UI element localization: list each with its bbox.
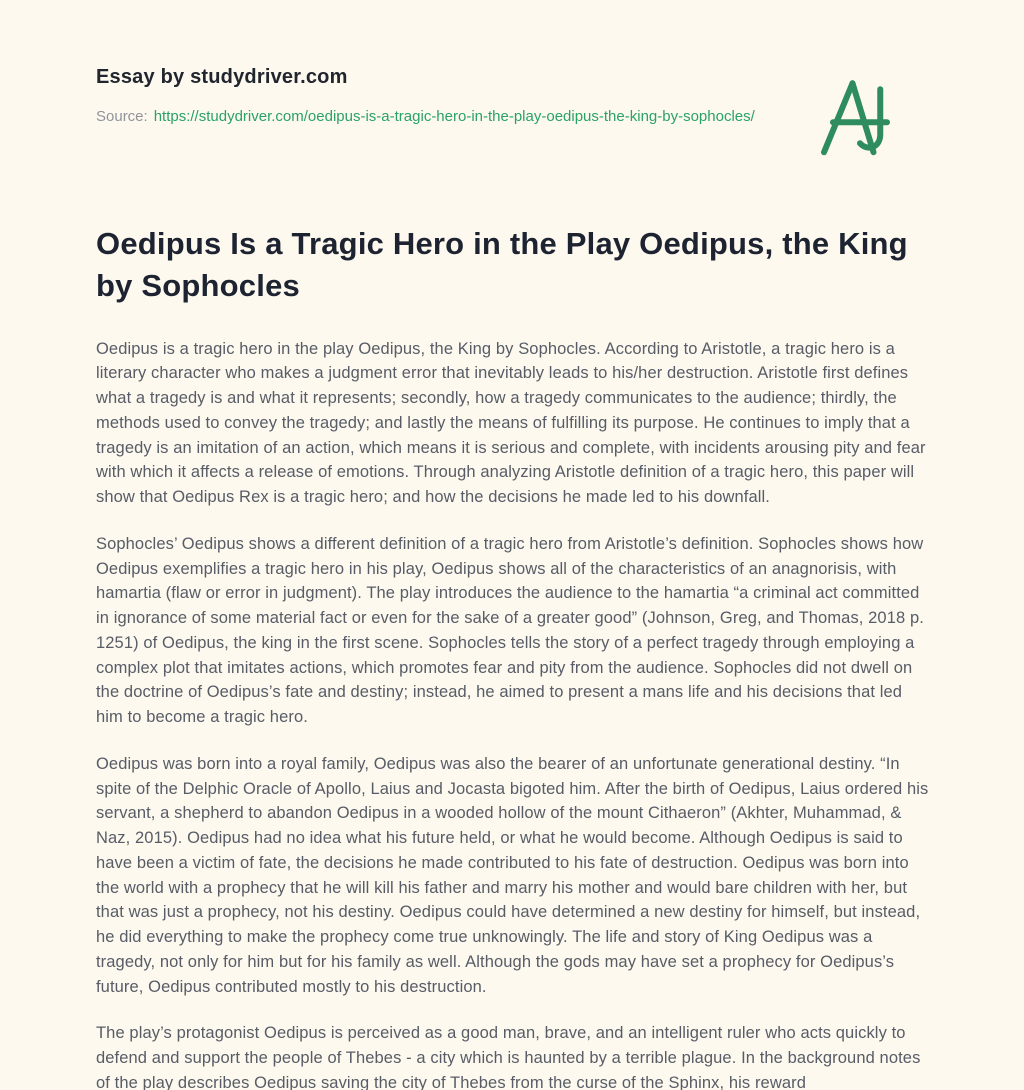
source-label: Source: [96, 108, 148, 125]
essay-byline: Essay by studydriver.com [96, 66, 348, 88]
essay-paragraph-2: Sophocles’ Oedipus shows a different definition of a tragic hero from Aristotle’s definition. Sophocles shows how Oedipus exemplifies a tragic hero in his play, Oedipus shows all of the characteristics of an anagnorisis, with hamartia (flaw or error in judgment). The play introduces the audience to the hamartia “a criminal act committed in ignorance of some material fact or even for the sake of a greater good” (Johnson, Greg, and Thomas, 2018 p. 1251) of Oedipus, the king in the first scene. Sophocles tells the story of a perfect tragedy through employing a complex plot that imitates actions, which promotes fear and pity from the audience. Sophocles did not dwell on the doctrine of Oedipus’s fate and destiny; instead, he aimed to present a mans life and his decisions that led him to become a tragic hero. [96, 534, 924, 727]
essay-body [96, 337, 928, 1090]
essay-title: Oedipus Is a Tragic Hero in the Play Oedipus, the King by Sophocles [96, 226, 908, 303]
source-link[interactable]: https://studydriver.com/oedipus-is-a-tragic-hero-in-the-play-oedipus-the-king-by-sophocles/ [153, 108, 755, 125]
essay-paragraph-1: Oedipus is a tragic hero in the play Oedipus, the King by Sophocles. According to Aristotle, a tragic hero is a literary character who makes a judgment error that inevitably leads to his/her destruction. Aristotle first defines what a tragedy is and what it represents; secondly, how a tragedy communicates to the audience; thirdly, the methods used to convey the tragedy; and lastly the means of fulfilling its purpose. He continues to imply that a tragedy is an imitation of an action, which means it is serious and complete, with incidents arousing pity and fear with which it affects a release of emotions. Through analyzing Aristotle definition of a tragic hero, this paper will show that Oedipus Rex is a tragic hero; and how the decisions he made led to his downfall. [96, 339, 926, 507]
studydriver-logo-icon [818, 70, 890, 164]
source-line [96, 105, 756, 129]
essay-paragraph-4: The play’s protagonist Oedipus is perceived as a good man, brave, and an intelligent ruler who acts quickly to defend and support the people of Thebes - a city which is haunted by a terrible plague. In the background notes of the play describes Oedipus saving the city of Thebes from the curse of the Sphinx, his reward [96, 1024, 921, 1090]
essay-paragraph-3: Oedipus was born into a royal family, Oedipus was also the bearer of an unfortunate generational destiny. “In spite of the Delphic Oracle of Apollo, Laius and Jocasta bigoted him. After the birth of Oedipus, Laius ordered his servant, a shepherd to abandon Oedipus in a wooded hollow of the mount Cithaeron” (Akhter, Muhammad, & Naz, 2015). Oedipus had no idea what his future held, or what he would become. Although Oedipus is said to have been a victim of fate, the decisions he made contributed to his fate of destruction. Oedipus was born into the world with a prophecy that he will kill his father and marry his mother and would bare children with her, but that was just a prophecy, not his destiny. Oedipus could have determined a new destiny for himself, but instead, he did everything to make the prophecy come true unknowingly. The life and story of King Oedipus was a tragedy, not only for him but for his family as well. Although the gods may have set a prophecy for Oedipus’s future, Oedipus contributed mostly to his destruction. [96, 754, 929, 996]
